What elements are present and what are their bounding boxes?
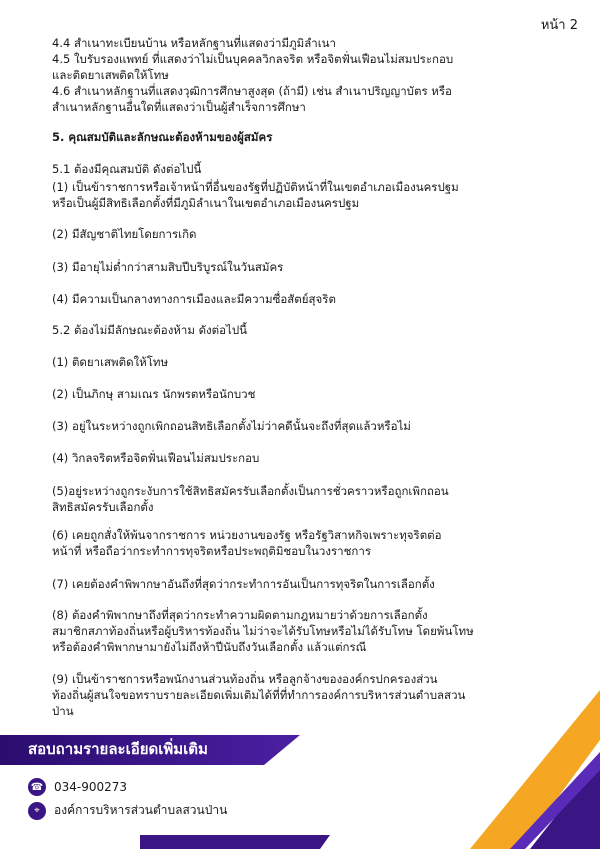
text-line: (2) เป็นภิกษุ สามเณร นักพรตหรือนักบวช bbox=[52, 387, 256, 401]
text-line: (2) มีสัญชาติไทยโดยการเกิด bbox=[52, 227, 197, 241]
location-pin-icon: ⌖ bbox=[28, 802, 46, 820]
text-line: 5.2 ต้องไม่มีลักษณะต้องห้าม ดังต่อไปนี้ bbox=[52, 323, 247, 337]
text-line: หรือต้องคำพิพากษามายังไม่ถึงห้าปีนับถึงวันเลือกตั้ง แล้วแต่กรณี bbox=[52, 640, 367, 654]
text-line: (9) เป็นข้าราชการหรือพนักงานส่วนท้องถิ่น หรือลูกจ้างขององค์กรปกครองส่วน bbox=[52, 672, 438, 686]
text-line: สิทธิสมัครรับเลือกตั้ง bbox=[52, 500, 154, 514]
text-line: ป่าน bbox=[52, 704, 74, 718]
text-line: (6) เคยถูกสั่งให้พ้นจากราชการ หน่วยงานของรัฐ หรือรัฐวิสาหกิจเพราะทุจริตต่อ bbox=[52, 528, 442, 542]
text-line: 4.5 ใบรับรองแพทย์ ที่แสดงว่าไม่เป็นบุคคลวิกลจริต หรือจิตฟั่นเฟือนไม่สมประกอบ bbox=[52, 52, 454, 66]
text-line: (1) เป็นข้าราชการหรือเจ้าหน้าที่อื่นของรัฐที่ปฏิบัติหน้าที่ในเขตอำเภอเมืองนครปฐม bbox=[52, 180, 459, 194]
text-line: ท้องถิ่นผู้สนใจขอทราบรายละเอียดเพิ่มเติมได้ที่ที่ทำการองค์การบริหารส่วนตำบลสวน bbox=[52, 688, 466, 702]
text-line: (5)อยู่ระหว่างถูกระงับการใช้สิทธิสมัครรับเลือกตั้งเป็นการชั่วคราวหรือถูกเพิกถอน bbox=[52, 484, 449, 498]
section-heading: 5. คุณสมบัติและลักษณะต้องห้ามของผู้สมัคร bbox=[52, 130, 273, 144]
page-number: หน้า 2 bbox=[540, 18, 578, 33]
text-line: (7) เคยต้องคำพิพากษาอันถึงที่สุดว่ากระทำการอันเป็นการทุจริตในการเลือกตั้ง bbox=[52, 577, 435, 591]
text-line: สำเนาหลักฐานอื่นใดที่แสดงว่าเป็นผู้สำเร็จการศึกษา bbox=[52, 100, 306, 114]
bottom-purple-bar bbox=[140, 835, 330, 849]
text-line: (4) มีความเป็นกลางทางการเมืองและมีความซื่อสัตย์สุจริต bbox=[52, 292, 336, 306]
text-line: และติดยาเสพติดให้โทษ bbox=[52, 68, 169, 82]
text-line: (3) อยู่ในระหว่างถูกเพิกถอนสิทธิเลือกตั้งไม่ว่าคดีนั้นจะถึงที่สุดแล้วหรือไม่ bbox=[52, 419, 411, 433]
text-line: (3) มีอายุไม่ต่ำกว่าสามสิบปีบริบูรณ์ในวันสมัคร bbox=[52, 260, 284, 274]
text-line: (4) วิกลจริตหรือจิตฟั่นเฟือนไม่สมประกอบ bbox=[52, 451, 260, 465]
organization-name: องค์การบริหารส่วนตำบลสวนป่าน bbox=[54, 803, 228, 817]
text-line: หรือเป็นผู้มีสิทธิเลือกตั้งที่มีภูมิลำเนาในเขตอำเภอเมืองนครปฐม bbox=[52, 196, 360, 210]
text-line: 5.1 ต้องมีคุณสมบัติ ดังต่อไปนี้ bbox=[52, 162, 202, 176]
text-line: (1) ติดยาเสพติดให้โทษ bbox=[52, 355, 169, 369]
banner-title: สอบถามรายละเอียดเพิ่มเติม bbox=[28, 740, 208, 758]
phone-number: 034-900273 bbox=[54, 780, 128, 794]
text-line: 4.6 สำเนาหลักฐานที่แสดงวุฒิการศึกษาสูงสุด (ถ้ามี) เช่น สำเนาปริญญาบัตร หรือ bbox=[52, 84, 452, 98]
text-line: สมาชิกสภาท้องถิ่นหรือผู้บริหารท้องถิ่น ไม่ว่าจะได้รับโทษหรือไม่ได้รับโทษ โดยพ้นโทษ bbox=[52, 624, 474, 638]
text-line: 4.4 สำเนาทะเบียนบ้าน หรือหลักฐานที่แสดงว่ามีภูมิลำเนา bbox=[52, 36, 336, 50]
text-line: (8) ต้องคำพิพากษาถึงที่สุดว่ากระทำความผิดตามกฎหมายว่าด้วยการเลือกตั้ง bbox=[52, 608, 428, 622]
phone-icon: ☎ bbox=[28, 778, 46, 796]
text-line: หน้าที่ หรือถือว่ากระทำการทุจริตหรือประพฤติมิชอบในวงราชการ bbox=[52, 544, 372, 558]
